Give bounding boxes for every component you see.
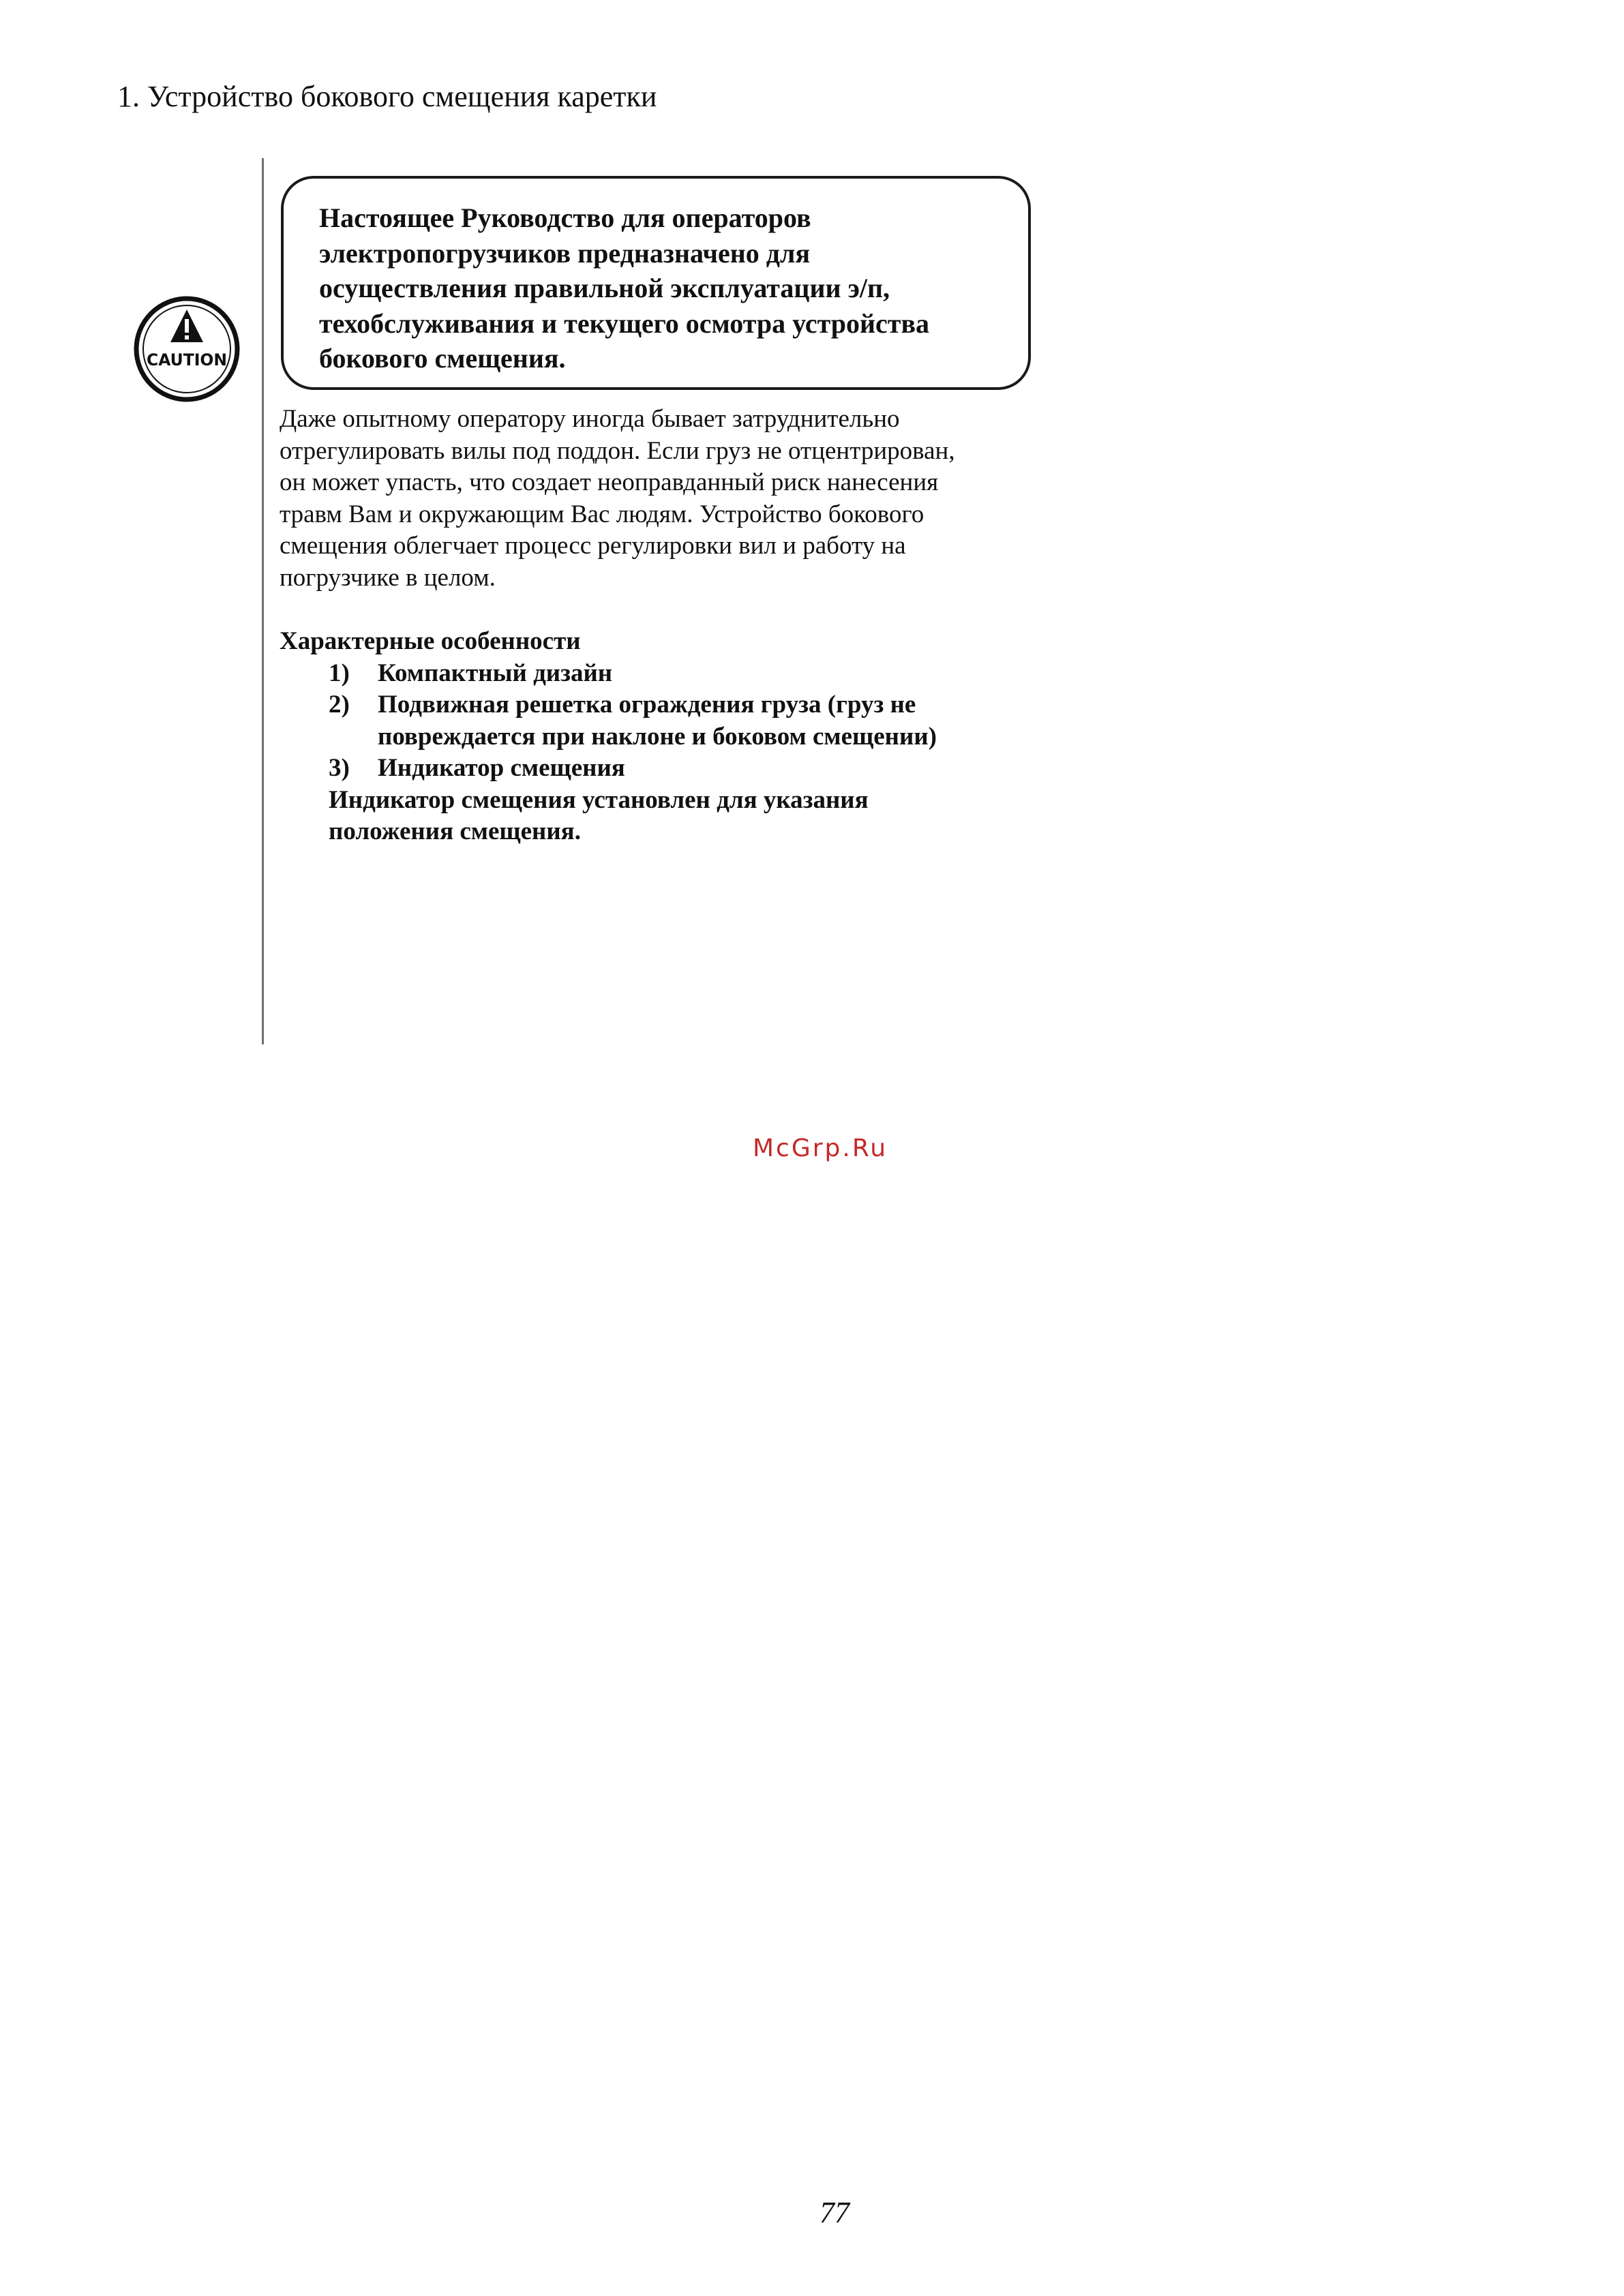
body-line: отрегулировать вилы под поддон. Если груз не отцентрирован, [280,436,955,465]
feature-note [280,785,937,848]
margin-rule [262,158,264,1044]
caution-warning-icon [132,294,241,404]
caution-line: техобслуживания и текущего осмотра устройства [319,307,930,339]
caution-notice-box [281,176,1031,390]
caution-line: Настоящее Руководство для операторов [319,202,811,233]
feature-number: 3) [329,754,350,782]
feature-note-line: положения смещения. [329,817,581,845]
page-title: 1. Устройство бокового смещения каретки [117,80,657,113]
body-paragraph [280,404,955,594]
body-line: Даже опытному оператору иногда бывает затруднительно [280,405,900,433]
caution-notice-text [319,200,1001,376]
caution-line: бокового смещения. [319,343,566,374]
feature-text: Компактный дизайн [378,659,613,687]
body-line: смещения облегчает процесс регулировки вил и работу на [280,532,906,560]
body-line: погрузчике в целом. [280,563,496,592]
caution-icon-label: CAUTION [147,350,227,369]
feature-text: повреждается при наклоне и боковом смещении) [378,722,937,751]
caution-line: осуществления правильной эксплуатации э/п, [319,273,890,303]
body-line: травм Вам и окружающим Вас людям. Устройство бокового [280,500,924,528]
features-heading: Характерные особенности [280,627,581,655]
feature-text: Индикатор смещения [378,754,625,782]
watermark-link[interactable]: McGrp.Ru [753,1134,888,1162]
body-line: он может упасть, что создает неоправданный риск нанесения [280,468,939,496]
feature-note-line: Индикатор смещения установлен для указания [329,785,869,814]
feature-item [280,689,937,753]
caution-line: электропогрузчиков предназначено для [319,237,811,269]
feature-text: Подвижная решетка ограждения груза (груз не [378,691,916,719]
feature-item [280,658,937,690]
features-section [280,626,937,848]
feature-number: 1) [329,659,350,687]
page-number: 77 [819,2196,849,2229]
feature-number: 2) [329,691,350,719]
feature-item [280,753,937,785]
